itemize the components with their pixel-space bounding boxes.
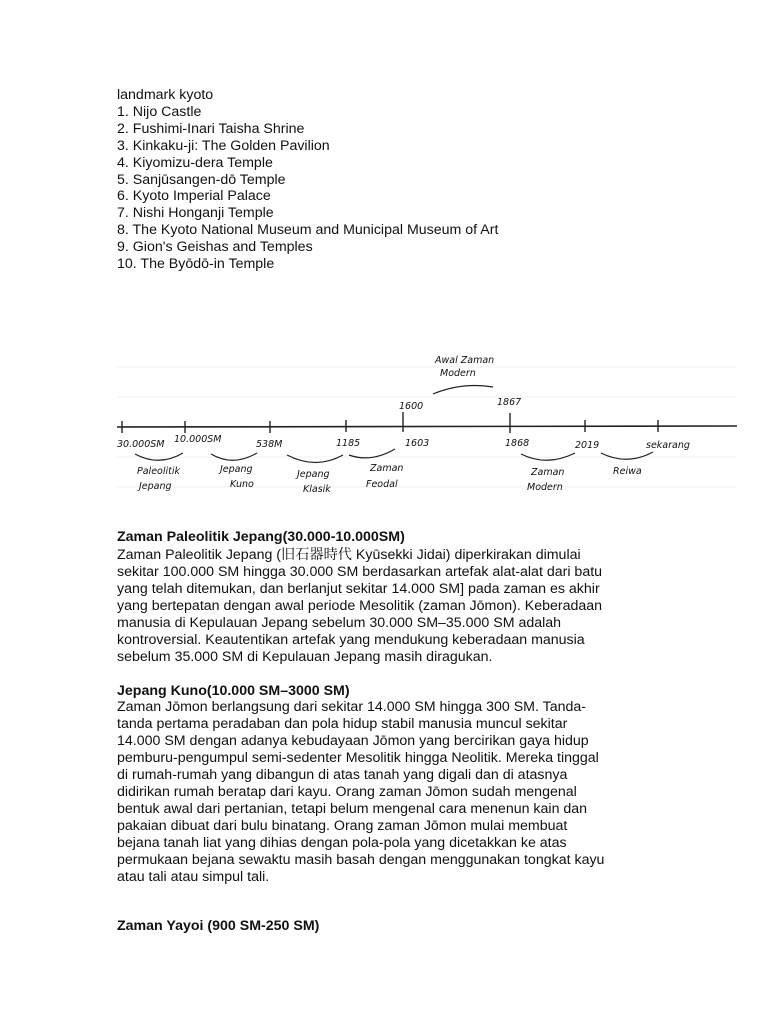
section-title: Zaman Yayoi (900 SM-250 SM) <box>117 918 320 934</box>
paragraph-line: Zaman Jōmon berlangsung dari sekitar 14.000 SM hingga 300 SM. Tanda- <box>117 699 586 715</box>
timeline-diagram <box>117 337 737 520</box>
top-bracket <box>433 386 493 394</box>
list-item: 4. Kiyomizu-dera Temple <box>117 154 273 171</box>
period-bracket <box>287 455 343 463</box>
top-period-label: Modern <box>440 368 476 379</box>
list-title: landmark kyoto <box>117 87 214 103</box>
tick-label: 30.000SM <box>117 439 165 450</box>
top-period-label: Awal Zaman <box>435 355 495 366</box>
paragraph-line: manusia di Kepulauan Jepang sebelum 30.000 SM–35.000 SM adalah <box>117 615 562 631</box>
paragraph-line: pemburu-pengumpul semi-sedenter Mesolitik hingga Neolitik. Mereka tinggal <box>117 750 599 766</box>
paragraph-line: yang telah ditemukan, dan berlanjut sekitar 14.000 SM] pada zaman es akhir <box>117 581 600 597</box>
section-title: Jepang Kuno(10.000 SM–3000 SM) <box>117 683 350 699</box>
paragraph-line: bentuk awal dari pertanian, tetapi belum mengenal cara menenun kain dan <box>117 801 588 817</box>
top-end-year: 1867 <box>497 397 522 408</box>
list-item: 8. The Kyoto National Museum and Municipal Museum of Art <box>117 222 499 239</box>
list-item: 2. Fushimi-Inari Taisha Shrine <box>117 120 305 137</box>
paragraph-line: didirikan rumah beratap dari kayu. Orang zaman Jōmon sudah mengenal <box>117 784 577 800</box>
paragraph-line: kontroversial. Keautentikan artefak yang mendukung keberadaan manusia <box>117 632 585 648</box>
tick-label: 538M <box>256 439 283 450</box>
paragraph-line: atau tali atau simpul tali. <box>117 869 270 885</box>
section-paragraph <box>117 699 662 886</box>
period-label: Jepang <box>297 469 330 480</box>
period-label: Feodal <box>366 479 398 490</box>
list-item: 10. The Byōdō-in Temple <box>117 256 275 273</box>
paragraph-line: bejana tanah liat yang dihias dengan pola-pola yang dicetakkan ke atas <box>117 835 567 851</box>
tick-label: 2019 <box>575 440 600 451</box>
list-item: 3. Kinkaku-ji: The Golden Pavilion <box>117 137 330 154</box>
tick-label: 10.000SM <box>174 434 222 445</box>
list-item: 1. Nijo Castle <box>117 103 202 120</box>
paragraph-line: 14.000 SM dengan adanya kebudayaan Jōmon yang bercirikan gaya hidup <box>117 733 589 749</box>
list-item: 5. Sanjūsangen-dō Temple <box>117 171 286 188</box>
paragraph-line: di rumah-rumah yang dibangun di atas tanah yang digali dan di atasnya <box>117 767 568 783</box>
paragraph-line: permukaan bejana sewaktu masih basah dengan menggunakan tongkat kayu <box>117 852 605 868</box>
period-bracket <box>601 452 653 459</box>
paragraph-line: sekitar 100.000 SM hingga 30.000 SM berdasarkan artefak alat-alat dari batu <box>117 564 603 580</box>
tick-label: 1868 <box>505 438 530 449</box>
period-label: Paleolitik <box>137 466 180 477</box>
section-paragraph <box>117 547 662 666</box>
section-title: Zaman Paleolitik Jepang(30.000-10.000SM) <box>117 529 405 545</box>
period-label: Jepang <box>220 464 253 475</box>
paragraph-line: sebelum 35.000 SM di Kepulauan Jepang masih diragukan. <box>117 649 493 665</box>
list-item: 7. Nishi Honganji Temple <box>117 205 274 222</box>
period-label: Jepang <box>139 481 172 492</box>
list-item: 9. Gion's Geishas and Temples <box>117 239 313 256</box>
period-label: Zaman <box>370 463 404 474</box>
top-start-year: 1600 <box>399 401 424 412</box>
period-label: Klasik <box>303 484 331 495</box>
tick-label: sekarang <box>646 440 690 451</box>
paragraph-line: tanda pertama peradaban dan pola hidup stabil manusia muncul sekitar <box>117 716 568 732</box>
period-label: Zaman <box>531 467 565 478</box>
period-label: Reiwa <box>613 466 642 477</box>
tick-label: 1185 <box>336 438 361 449</box>
tick-label: 1603 <box>405 438 430 449</box>
paragraph-line: yang bertepatan dengan awal periode Mesolitik (zaman Jōmon). Keberadaan <box>117 598 603 614</box>
period-label: Modern <box>527 482 563 493</box>
timeline-axis <box>117 426 737 427</box>
landmark-list <box>117 87 498 273</box>
paragraph-line: Zaman Paleolitik Jepang (旧石器時代 Kyūsekki Jidai) diperkirakan dimulai <box>117 547 581 563</box>
period-label: Kuno <box>230 479 254 490</box>
list-item: 6. Kyoto Imperial Palace <box>117 188 271 205</box>
paragraph-line: pakaian dibuat dari bulu binatang. Orang zaman Jōmon mulai membuat <box>117 818 568 834</box>
